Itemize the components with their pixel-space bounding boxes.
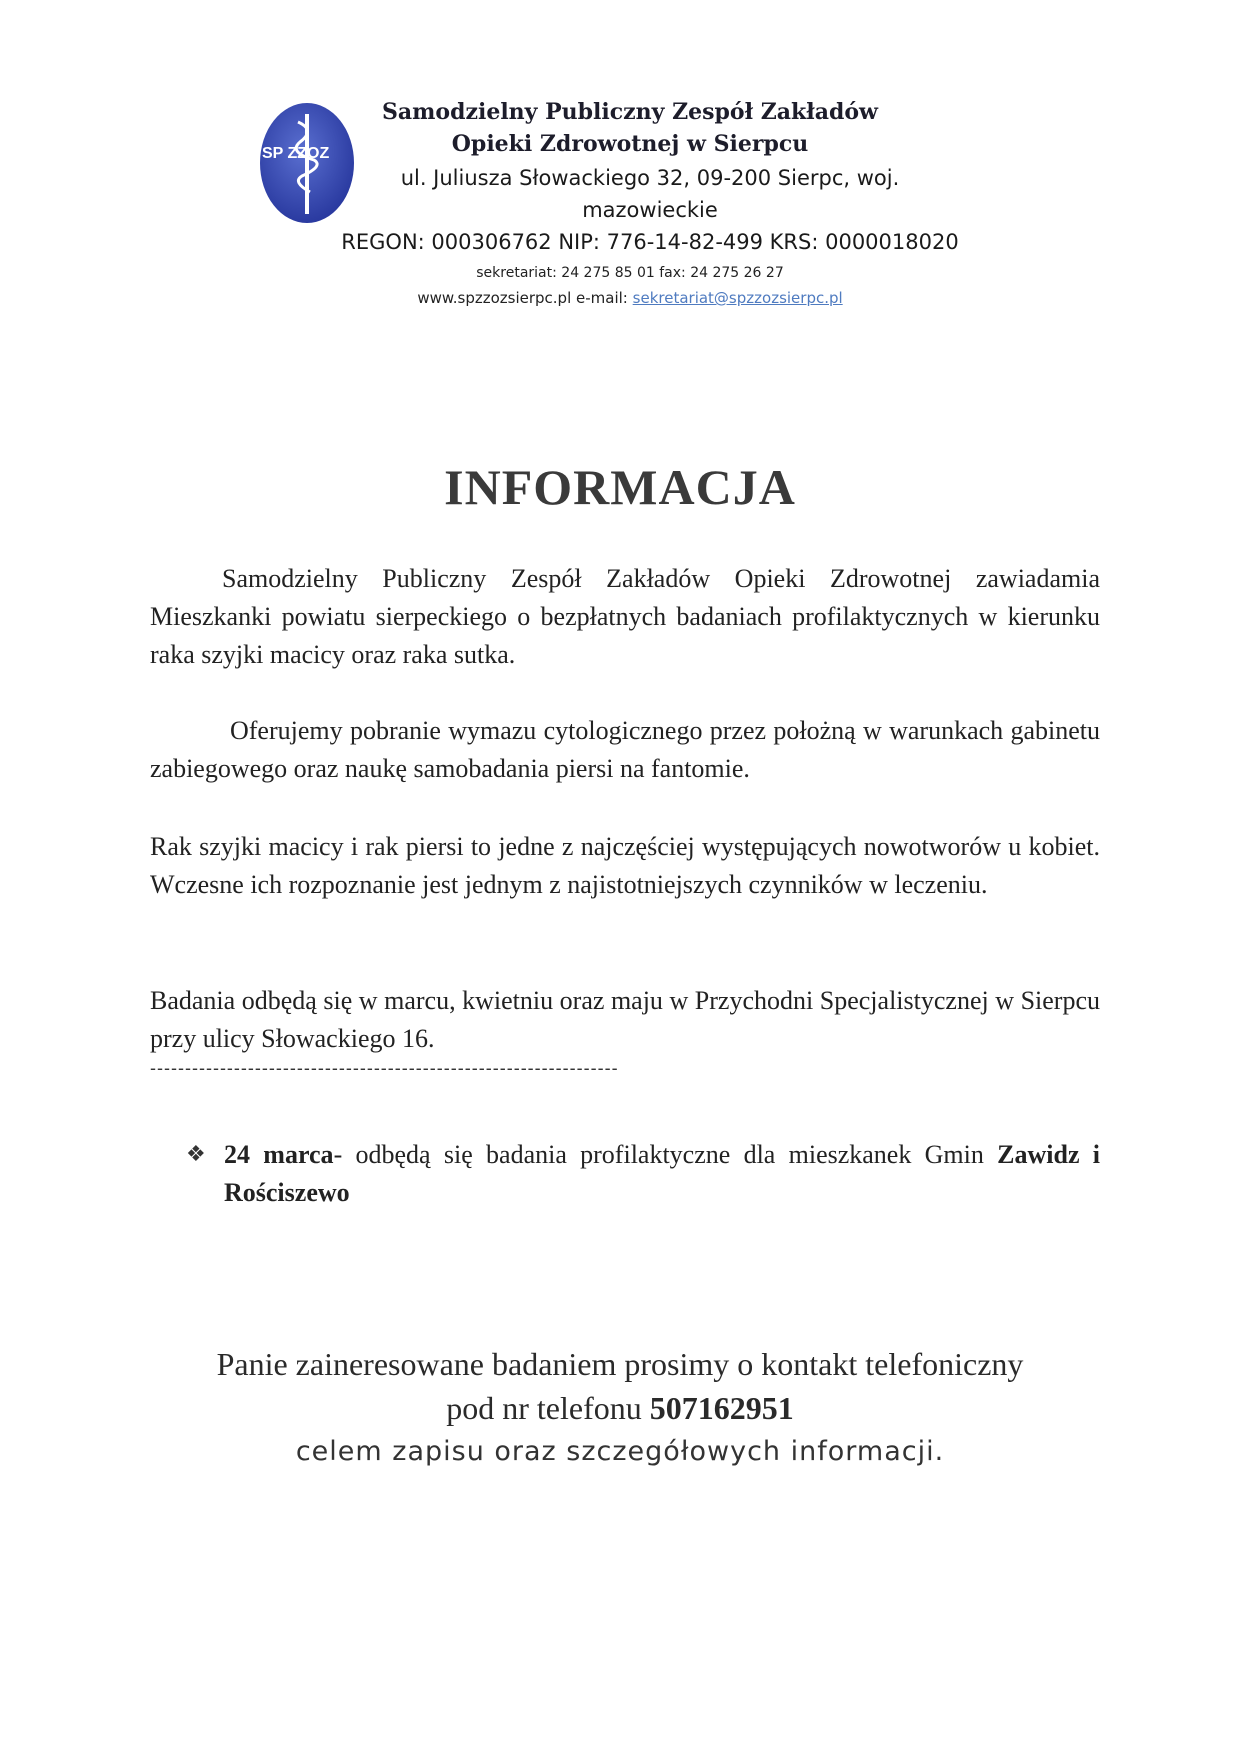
schedule-description: - odbędą się badania profilaktyczne dla mieszkanek Gmin	[333, 1140, 984, 1169]
closing-phone-prefix: pod nr telefonu	[446, 1390, 642, 1426]
closing-line2	[0, 1386, 1240, 1430]
email-label: e-mail:	[576, 289, 628, 307]
closing-contact	[0, 1342, 1240, 1474]
organization-ids: REGON: 000306762 NIP: 776-14-82-499 KRS: 0000018020	[341, 230, 959, 254]
letterhead	[290, 96, 970, 310]
organization-phone-fax: sekretariat: 24 275 85 01 fax: 24 275 26 27	[476, 265, 784, 281]
diamond-bullet-icon: ❖	[186, 1142, 206, 1167]
email-link[interactable]: sekretariat@spzzozsierpc.pl	[632, 289, 843, 307]
separator-line: -------------------------------------------------------------------	[150, 1058, 619, 1078]
schedule-places: Zawidz i Rościszewo	[224, 1140, 1100, 1207]
phone-number[interactable]: 507162951	[649, 1390, 794, 1426]
logo-text: SP ZZOZ	[262, 145, 330, 162]
schedule-date: 24 marca	[224, 1140, 334, 1169]
closing-line3: celem zapisu oraz szczegółowych informacji.	[295, 1436, 945, 1467]
paragraph-cancer-info: Rak szyjki macicy i rak piersi to jedne z najczęściej występujących nowotworów u kobiet. Wczesne ich rozpoznanie jest jednym z najistotniejszych czynników w leczeniu.	[150, 832, 1100, 899]
document-title: INFORMACJA	[444, 459, 796, 515]
organization-name-line1: Samodzielny Publiczny Zespół Zakładów	[382, 99, 878, 125]
closing-line1: Panie zaineresowane badaniem prosimy o kontakt telefoniczny	[216, 1346, 1024, 1382]
website-link[interactable]: www.spzzozsierpc.pl	[417, 289, 572, 307]
organization-address: ul. Juliusza Słowackiego 32, 09-200 Sierpc, woj. mazowieckie	[400, 166, 900, 222]
organization-name-line2: Opieki Zdrowotnej w Sierpcu	[451, 131, 809, 157]
paragraph-schedule: Badania odbędą się w marcu, kwietniu oraz maju w Przychodni Specjalistycznej w Sierpcu przy ulicy Słowackiego 16.	[150, 986, 1100, 1053]
paragraph-offer: Oferujemy pobranie wymazu cytologicznego przez położną w warunkach gabinetu zabiegowego oraz naukę samobadania piersi na fantomie.	[150, 716, 1100, 783]
schedule-list-item	[188, 1136, 1100, 1212]
paragraph-announcement: Samodzielny Publiczny Zespół Zakładów Opieki Zdrowotnej zawiadamia Mieszkanki powiatu sierpeckiego o bezpłatnych badaniach profilaktycznych w kierunku raka szyjki macicy oraz raka sutka.	[150, 564, 1100, 669]
organization-web-email	[290, 286, 970, 310]
